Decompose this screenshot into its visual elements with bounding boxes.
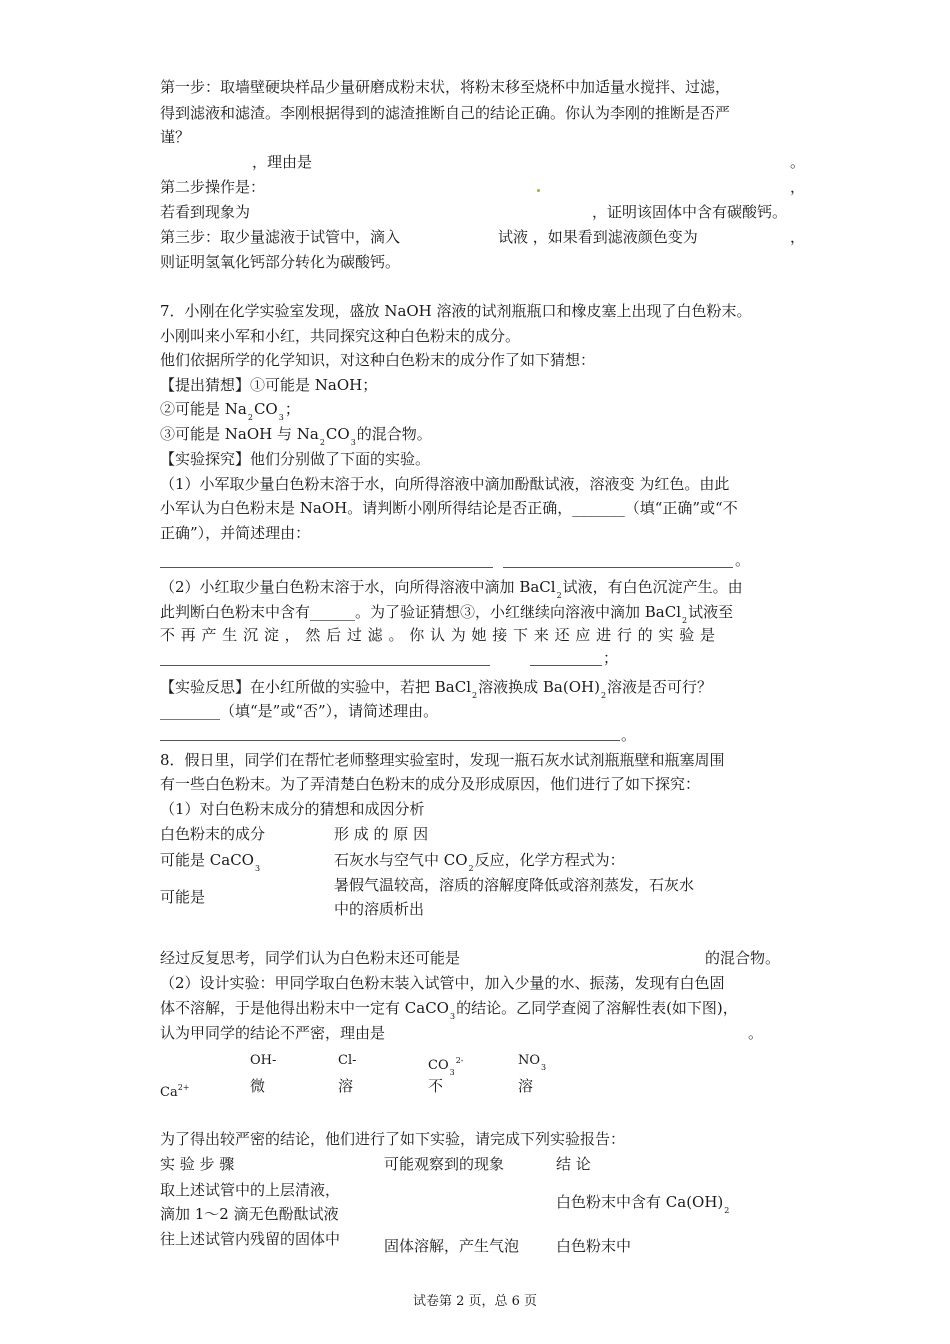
q7-line17: ________（填“是”或“否”），请简述理由。 [160, 702, 439, 720]
sol-value-co3: 不 [428, 1077, 444, 1095]
report-row2-step: 往上述试管内残留的固体中 [160, 1230, 341, 1248]
sol-value-no3: 溶 [518, 1077, 534, 1095]
q7-line18-end: 。 [621, 726, 637, 744]
q8-line7: 认为甲同学的结论不严密，理由是 [160, 1024, 386, 1042]
step3-line2: 则证明氢氧化钙部分转化为碳酸钙。 [160, 253, 401, 271]
table1-row2-col2b: 中的溶质析出 [334, 900, 425, 918]
q8-line8: 为了得出较严密的结论，他们进行了如下实验，请完成下列实验报告： [160, 1130, 626, 1148]
q7-hypothesis-3: ③可能是 NaOH 与 $Na_2CO_3$的混合物。 [160, 425, 432, 447]
sol-cation-ca: $Ca^{2+}$ [160, 1083, 190, 1100]
q7-line10: 正确”），并简述理由： [160, 524, 311, 542]
sol-value-oh: 微 [250, 1077, 266, 1095]
q8-line1: 8．假日里，同学们在帮忙老师整理实验室时，发现一瓶石灰水试剂瓶瓶壁和瓶塞周围 [160, 751, 725, 769]
table1-row1-col1: 可能是 CaCO$_3$ [160, 851, 261, 873]
sol-header-no3: $NO_3$ [518, 1053, 547, 1072]
q7-line12: （2）小红取少量白色粉末溶于水，向所得溶液中滴加 BaCl$_2$试液，有白色沉淀产生。由 [160, 578, 743, 600]
step1-reason-prompt: ，理由是 [252, 153, 313, 171]
q7-line13: 此判断白色粉末中含有______。为了验证猜想③，小红继续向溶液中滴加 BaCl$_2$试液至 [160, 603, 734, 625]
q7-hypothesis-2: ②可能是 $Na_2CO_3$； [160, 400, 300, 422]
answer-line [503, 567, 733, 568]
q8-line6: 体不溶解，于是他得出粉末中一定有 CaCO$_3$的结论。乙同学查阅了溶解性表(如下图)， [160, 999, 738, 1021]
q7-experiment-header: 【实验探究】他们分别做了下面的实验。 [160, 450, 431, 468]
q7-line14: 不 再 产 生 沉 淀 ， 然 后 过 滤 。 你 认 为 她 接 下 来 还 应 进 行 的 实 验 是 [160, 626, 716, 644]
report-row2-phenomenon: 固体溶解，产生气泡 [384, 1237, 520, 1255]
q7-line8: （1）小军取少量白色粉末溶于水，向所得溶液中滴加酚酞试液，溶液变 为红色。由此 [160, 475, 730, 493]
answer-line [160, 665, 490, 666]
step3-line1-end: ， [790, 228, 806, 246]
step3-line1-mid: 试液 ，如果看到滤液颜色变为 [498, 228, 698, 246]
report-row2-conclusion: 白色粉末中 [556, 1237, 632, 1255]
sol-header-co3: $CO_3^{2-}$ [428, 1056, 464, 1077]
table1-header-cause: 形 成 的 原 因 [334, 825, 429, 843]
step2-line1-end: ， [790, 178, 806, 196]
report-header-steps: 实 验 步 骤 [160, 1155, 235, 1173]
report-header-conclusion: 结 论 [556, 1155, 591, 1173]
step1-line1: 第一步：取墙壁硬块样品少量研磨成粉末状，将粉末移至烧杯中加适量水搅拌、过滤， [160, 78, 731, 96]
sol-header-cl: Cl- [338, 1053, 357, 1068]
q7-line1: 7．小刚在化学实验室发现，盛放 NaOH 溶液的试剂瓶瓶口和橡皮塞上出现了白色粉末。 [160, 302, 752, 320]
step2-line2: 若看到现象为 [160, 203, 251, 221]
q7-line2: 小刚叫来小军和小红，共同探究这种白色粉末的成分。 [160, 327, 521, 345]
report-header-phenomena: 可能观察到的现象 [384, 1155, 505, 1173]
answer-line [160, 567, 493, 568]
q8-line2: 有一些白色粉末。为了弄清楚白色粉末的成分及形成原因，他们进行了如下探究： [160, 775, 701, 793]
answer-line [530, 665, 602, 666]
table1-row1-col2: 石灰水与空气中 $CO_2$反应，化学方程式为： [334, 851, 625, 873]
step2-line2-conclusion: ，证明该固体中含有碳酸钙。 [592, 203, 788, 221]
table1-row2-col1: 可能是 [160, 888, 206, 906]
q8-line7-end: 。 [748, 1024, 764, 1042]
q7-line11-end: 。 [735, 551, 751, 569]
q8-line3: （1）对白色粉末成分的猜想和成因分析 [160, 800, 425, 818]
q7-hypothesis-1: 【提出猜想】①可能是 NaOH； [160, 376, 378, 394]
q8-line5: （2）设计实验：甲同学取白色粉末装入试管中，加入少量的水、振荡，发现有白色固 [160, 974, 725, 992]
q7-line15-end: ； [603, 649, 619, 667]
ink-dot [537, 189, 540, 192]
step2-line1: 第二步操作是： [160, 178, 266, 196]
table1-header-composition: 白色粉末的成分 [160, 825, 266, 843]
report-row1-step-b: 滴加 1～2 滴无色酚酞试液 [160, 1205, 339, 1223]
report-row1-step-a: 取上述试管中的上层清液， [160, 1181, 341, 1199]
step1-reason-end: 。 [790, 153, 806, 171]
page-footer: 试卷第 2 页，总 6 页 [412, 1294, 538, 1309]
step1-line2: 得到滤液和滤渣。李刚根据得到的滤渣推断自己的结论正确。你认为李刚的推断是否严 [160, 104, 731, 122]
answer-line [160, 740, 620, 741]
step3-line1: 第三步：取少量滤液于试管中，滴入 [160, 228, 401, 246]
step1-line3: 谨？ [160, 128, 191, 146]
report-row1-conclusion: 白色粉末中含有 $Ca(OH)_2$ [556, 1193, 730, 1215]
q7-reflection: 【实验反思】在小红所做的实验中，若把 BaCl$_2$溶液换成 $Ba(OH)_2$溶液是否可行？ [160, 678, 713, 700]
q8-line4: 经过反复思考，同学们认为白色粉末还可能是 [160, 949, 461, 967]
q7-line3: 他们依据所学的化学知识，对这种白色粉末的成分作了如下猜想： [160, 351, 596, 369]
sol-header-oh: OH- [250, 1053, 277, 1068]
table1-row2-col2a: 暑假气温较高，溶质的溶解度降低或溶剂蒸发，石灰水 [334, 876, 695, 894]
q8-line4-end: 的混合物。 [705, 949, 781, 967]
sol-value-cl: 溶 [338, 1077, 354, 1095]
q7-line9: 小军认为白色粉末是 NaOH。请判断小刚所得结论是否正确，_______（填“正确”或“不 [160, 499, 738, 517]
